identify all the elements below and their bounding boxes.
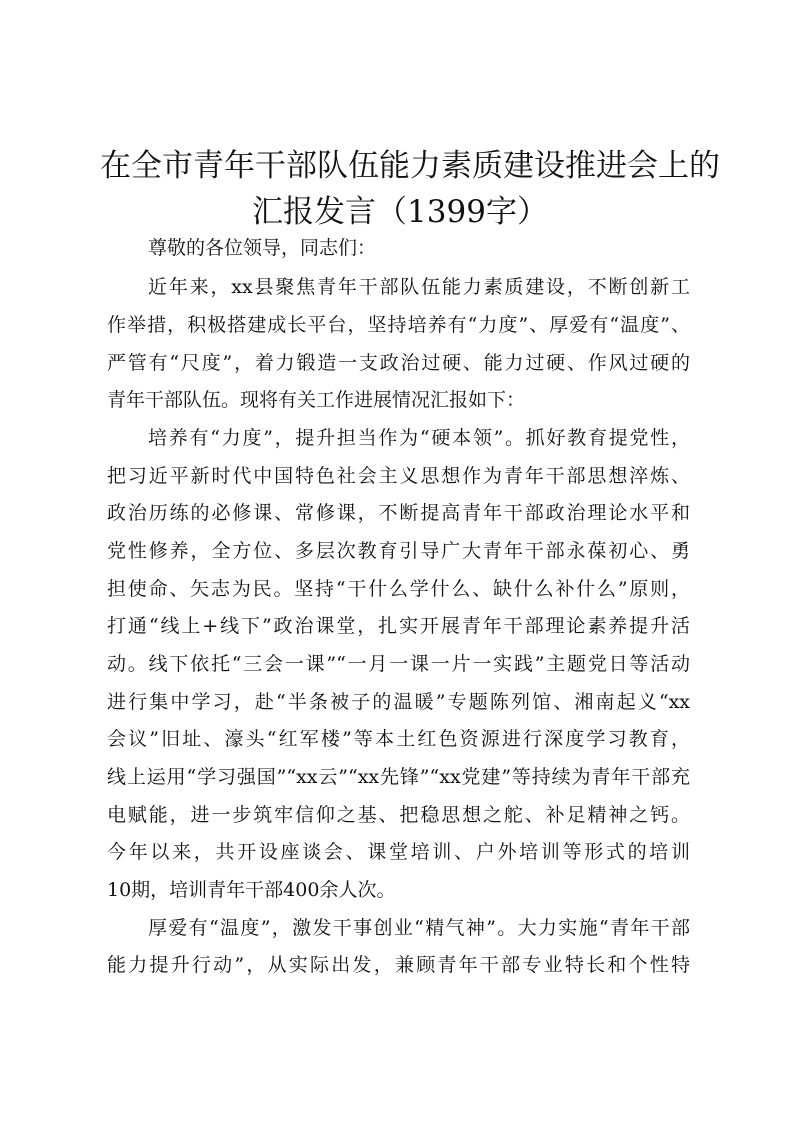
body-line: 打通“线上+线下”政治课堂，扎实开展青年干部理论素养提升活: [107, 615, 690, 637]
body-line: 今年以来，共开设座谈会、课堂培训、户外培训等形式的培训: [107, 841, 690, 863]
body-line: 能力提升行动”，从实际出发，兼顾青年干部专业特长和个性特: [107, 954, 690, 976]
body-line: 青年干部队伍。现将有关工作进展情况汇报如下：: [107, 389, 526, 411]
body-line: 党性修养，全方位、多层次教育引导广大青年干部永葆初心、勇: [107, 540, 690, 562]
body-line: 动。线下依托“三会一课”“一月一课一片一实践”主题党日等活动: [107, 653, 690, 675]
document-title-line-1: 在全市青年干部队伍能力素质建设推进会上的: [100, 148, 720, 184]
body-line: 厚爱有“温度”，激发干事创业“精气神”。大力实施“青年干部: [148, 917, 690, 939]
body-line: 近年来，xx县聚焦青年干部队伍能力素质建设，不断创新工: [148, 276, 690, 298]
body-line: 电赋能，进一步筑牢信仰之基、把稳思想之舵、补足精神之钙。: [107, 804, 690, 826]
body-line: 严管有“尺度”，着力锻造一支政治过硬、能力过硬、作风过硬的: [107, 352, 690, 374]
body-line: 担使命、矢志为民。坚持“干什么学什么、缺什么补什么”原则，: [107, 578, 690, 600]
body-line: 把习近平新时代中国特色社会主义思想作为青年干部思想淬炼、: [107, 465, 690, 487]
body-line: 10期，培训青年干部400余人次。: [107, 879, 396, 901]
body-line: 培养有“力度”，提升担当作为“硬本领”。抓好教育提党性，: [148, 427, 690, 449]
body-line: 政治历练的必修课、常修课，不断提高青年干部政治理论水平和: [107, 502, 690, 524]
body-line: 线上运用“学习强国”“xx云”“xx先锋”“xx党建”等持续为青年干部充: [107, 766, 690, 788]
body-line: 进行集中学习，赴“半条被子的温暖”专题陈列馆、湘南起义“xx: [107, 691, 690, 713]
document-title-line-2: 汇报发言（1399字）: [252, 194, 548, 230]
body-line: 会议”旧址、濠头“红军楼”等本土红色资源进行深度学习教育，: [107, 728, 690, 750]
body-line: 作举措，积极搭建成长平台，坚持培养有“力度”、厚爱有“温度”、: [107, 314, 690, 336]
salutation: 尊敬的各位领导，同志们：: [148, 237, 377, 259]
